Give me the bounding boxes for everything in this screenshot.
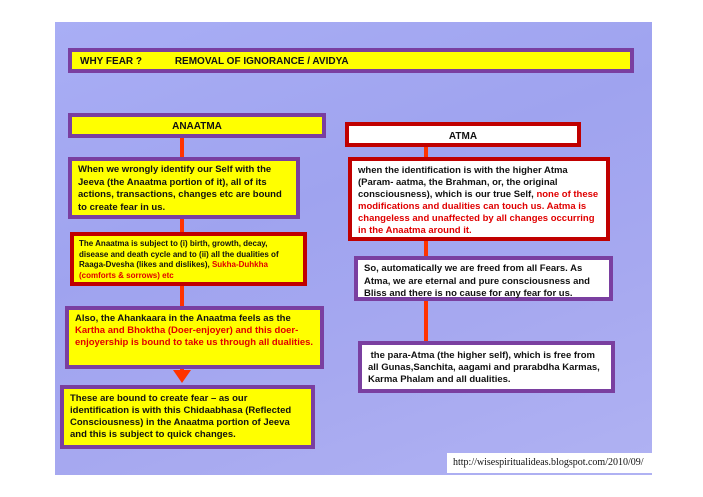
- atma-box-identification: [348, 157, 610, 241]
- atma-box-freed: So, automatically we are freed from all Fears. As Atma, we are eternal and pure consciousness and Bliss and there is no cause for any fear for us.: [354, 256, 613, 301]
- atma-box-para-atma: the para-Atma (the higher self), which is free from all Gunas,Sanchita, aagami and prarabdha Karmas, Karma Phalam and all dualities.: [358, 341, 615, 393]
- anaatma-box-ahankaara-highlight: Kartha and Bhoktha (Doer-enjoyer) and this doer-enjoyership is bound to take us through all dualities.: [75, 325, 314, 348]
- atma-header: ATMA: [345, 122, 581, 147]
- anaatma-box-identify: When we wrongly identify our Self with the Jeeva (the Anaatma portion of it), all of its actions, transactions, changes etc are bound to create fear in us.: [68, 157, 300, 219]
- atma-box-identification-highlight: none of these modifications and dualities can touch us. Aatma is changeless and unaffected by all changes occurring in the Anaatma around it.: [358, 189, 599, 236]
- anaatma-box-subject-text: The Anaatma is subject to (i) birth, growth, decay, disease and death cycle and to (ii) all the dualities of Raaga-Dvesha (likes and dislikes),: [79, 239, 279, 269]
- anaatma-box-fear: These are bound to create fear – as our identification is with this Chidaabhasa (Reflected Consciousness) in the Anaatma portion of Jeeva and this is subject to quick changes.: [60, 385, 315, 449]
- anaatma-header: ANAATMA: [68, 113, 326, 138]
- atma-box-identification-text: when the identification is with the higher Atma (Param- aatma, the Brahman, or, the original consciousness), which is our true Self,: [358, 165, 568, 200]
- arrow-down-icon: [173, 370, 191, 383]
- source-url: http://wisespiritualideas.blogspot.com/2010/09/: [447, 453, 652, 473]
- title-subject: REMOVAL OF IGNORANCE / AVIDYA: [174, 56, 349, 67]
- title-why-fear: WHY FEAR ?: [80, 56, 143, 67]
- anaatma-box-ahankaara: [65, 306, 324, 369]
- title-bar: [68, 48, 634, 73]
- anaatma-box-subject: [70, 232, 307, 286]
- anaatma-box-subject-highlight: Sukha-Duhkha (comforts & sorrows) etc: [79, 260, 268, 280]
- anaatma-box-ahankaara-text: Also, the Ahankaara in the Anaatma feels as the: [75, 313, 291, 324]
